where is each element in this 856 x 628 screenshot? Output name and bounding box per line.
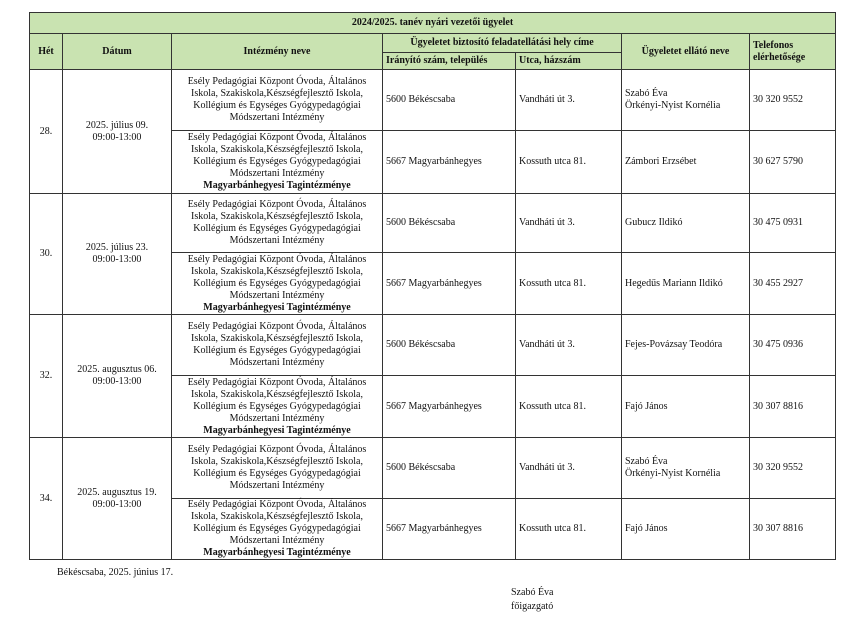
duty-person bbox=[622, 376, 750, 438]
table-title: 2024/2025. tanév nyári vezetői ügyelet bbox=[30, 13, 836, 34]
zip-city: 5667 Magyarbánhegyes bbox=[383, 131, 516, 194]
duty-person-name: Szabó Éva bbox=[625, 88, 668, 99]
header-institution: Intézmény neve bbox=[172, 34, 383, 70]
duty-person-name: Hegedűs Mariann Ildikó bbox=[625, 277, 723, 289]
duty-person bbox=[622, 315, 750, 376]
zip-city: 5600 Békéscsaba bbox=[383, 438, 516, 499]
phone-number: 30 307 8816 bbox=[750, 499, 836, 560]
institution-main-name: Esély Pedagógiai Központ Óvoda, Általános Iskola, Szakiskola,Készségfejlesztő Iskola, Kollégium és Egységes Gyógypedagógiai Módszertani Intézmény bbox=[187, 76, 367, 123]
institution-name bbox=[172, 131, 383, 194]
street: Kossuth utca 81. bbox=[516, 376, 622, 438]
zip-city: 5600 Békéscsaba bbox=[383, 194, 516, 253]
duty-date-time: 09:00-13:00 bbox=[92, 254, 142, 265]
zip-city: 5667 Magyarbánhegyes bbox=[383, 253, 516, 315]
duty-date-time: 09:00-13:00 bbox=[92, 376, 142, 387]
header-zip-city: Irányító szám, település bbox=[383, 53, 516, 70]
duty-date-day: 2025. augusztus 06. bbox=[77, 364, 157, 375]
table-row bbox=[30, 70, 836, 131]
duty-date bbox=[63, 315, 172, 438]
phone-number: 30 475 0931 bbox=[750, 194, 836, 253]
phone-number: 30 475 0936 bbox=[750, 315, 836, 376]
duty-date bbox=[63, 194, 172, 315]
zip-city: 5600 Békéscsaba bbox=[383, 315, 516, 376]
institution-main-name: Esély Pedagógiai Központ Óvoda, Általános Iskola, Szakiskola,Készségfejlesztő Iskola, Kollégium és Egységes Gyógypedagógiai Módszertani Intézmény bbox=[187, 444, 367, 491]
footer-place-date: Békéscsaba, 2025. június 17. bbox=[57, 567, 174, 578]
week-number: 28. bbox=[30, 70, 63, 194]
duty-date-day: 2025. július 09. bbox=[85, 119, 149, 131]
phone-number: 30 320 9552 bbox=[750, 438, 836, 499]
duty-date-day: 2025. augusztus 19. bbox=[77, 486, 157, 498]
duty-date-day: 2025. július 23. bbox=[85, 242, 149, 253]
street: Vandháti út 3. bbox=[516, 70, 622, 131]
street: Vandháti út 3. bbox=[516, 315, 622, 376]
duty-person bbox=[622, 70, 750, 131]
header-date: Dátum bbox=[63, 34, 172, 70]
institution-name bbox=[172, 253, 383, 315]
phone-number: 30 627 5790 bbox=[750, 131, 836, 194]
street: Vandháti út 3. bbox=[516, 194, 622, 253]
institution-sub-name: Magyarbánhegyesi Tagintézménye bbox=[203, 424, 351, 436]
institution-main-name: Esély Pedagógiai Központ Óvoda, Általános Iskola, Szakiskola,Készségfejlesztő Iskola, Kollégium és Egységes Gyógypedagógiai Módszertani Intézmény bbox=[187, 132, 367, 179]
institution-main-name: Esély Pedagógiai Központ Óvoda, Általános Iskola, Szakiskola,Készségfejlesztő Iskola, Kollégium és Egységes Gyógypedagógiai Módszertani Intézmény bbox=[187, 199, 367, 246]
duty-date bbox=[63, 438, 172, 560]
table-row bbox=[30, 194, 836, 253]
week-number: 32. bbox=[30, 315, 63, 438]
institution-name bbox=[172, 70, 383, 131]
header-person: Ügyeletet ellátó neve bbox=[622, 34, 750, 70]
duty-person-name: Gubucz Ildikó bbox=[625, 217, 683, 228]
duty-schedule-table bbox=[29, 12, 836, 560]
duty-person-name-second: Örkényi-Nyist Kornélia bbox=[625, 468, 721, 479]
institution-name bbox=[172, 315, 383, 376]
street: Kossuth utca 81. bbox=[516, 253, 622, 315]
institution-main-name: Esély Pedagógiai Központ Óvoda, Általános Iskola, Szakiskola,Készségfejlesztő Iskola, Kollégium és Egységes Gyógypedagógiai Módszertani Intézmény bbox=[187, 321, 367, 368]
duty-person bbox=[622, 131, 750, 194]
duty-person-name: Szabó Éva bbox=[625, 456, 668, 467]
institution-main-name: Esély Pedagógiai Központ Óvoda, Általános Iskola, Szakiskola,Készségfejlesztő Iskola, Kollégium és Egységes Gyógypedagógiai Módszertani Intézmény bbox=[187, 499, 367, 546]
table-row bbox=[30, 315, 836, 376]
phone-number: 30 320 9552 bbox=[750, 70, 836, 131]
duty-person bbox=[622, 499, 750, 560]
street: Kossuth utca 81. bbox=[516, 131, 622, 194]
week-number: 30. bbox=[30, 194, 63, 315]
week-number: 34. bbox=[30, 438, 63, 560]
duty-date bbox=[63, 70, 172, 194]
street: Vandháti út 3. bbox=[516, 438, 622, 499]
duty-person-name-second: Örkényi-Nyist Kornélia bbox=[625, 100, 721, 111]
zip-city: 5600 Békéscsaba bbox=[383, 70, 516, 131]
phone-number: 30 455 2927 bbox=[750, 253, 836, 315]
phone-number: 30 307 8816 bbox=[750, 376, 836, 438]
institution-sub-name: Magyarbánhegyesi Tagintézménye bbox=[203, 301, 351, 313]
duty-person bbox=[622, 253, 750, 315]
header-week: Hét bbox=[30, 34, 63, 70]
duty-person-name: Fejes-Povázsay Teodóra bbox=[625, 339, 723, 350]
table-row bbox=[30, 438, 836, 499]
duty-schedule-sheet bbox=[29, 12, 835, 560]
zip-city: 5667 Magyarbánhegyes bbox=[383, 499, 516, 560]
duty-person bbox=[622, 438, 750, 499]
institution-main-name: Esély Pedagógiai Központ Óvoda, Általános Iskola, Szakiskola,Készségfejlesztő Iskola, Kollégium és Egységes Gyógypedagógiai Módszertani Intézmény bbox=[187, 376, 367, 424]
duty-person-name: Fajó János bbox=[625, 523, 668, 534]
signer-title: főigazgató bbox=[511, 601, 554, 612]
institution-name bbox=[172, 438, 383, 499]
institution-sub-name: Magyarbánhegyesi Tagintézménye bbox=[203, 180, 351, 191]
zip-city: 5667 Magyarbánhegyes bbox=[383, 376, 516, 438]
institution-sub-name: Magyarbánhegyesi Tagintézménye bbox=[203, 547, 351, 558]
institution-name bbox=[172, 194, 383, 253]
header-address-group: Ügyeletet biztosító feladatellátási hely címe bbox=[383, 34, 622, 53]
duty-person-name: Zámbori Erzsébet bbox=[625, 156, 697, 167]
institution-name bbox=[172, 376, 383, 438]
duty-person-name: Fajó János bbox=[625, 400, 668, 412]
duty-date-time: 09:00-13:00 bbox=[92, 131, 142, 143]
institution-main-name: Esély Pedagógiai Központ Óvoda, Általános Iskola, Szakiskola,Készségfejlesztő Iskola, Kollégium és Egységes Gyógypedagógiai Módszertani Intézmény bbox=[187, 253, 367, 301]
header-phone: Telefonos elérhetősége bbox=[750, 34, 836, 70]
duty-date-time: 09:00-13:00 bbox=[92, 498, 142, 510]
signer-name: Szabó Éva bbox=[511, 587, 554, 598]
header-street: Utca, házszám bbox=[516, 53, 622, 70]
duty-person bbox=[622, 194, 750, 253]
schedule-body bbox=[30, 70, 836, 560]
institution-name bbox=[172, 499, 383, 560]
street: Kossuth utca 81. bbox=[516, 499, 622, 560]
